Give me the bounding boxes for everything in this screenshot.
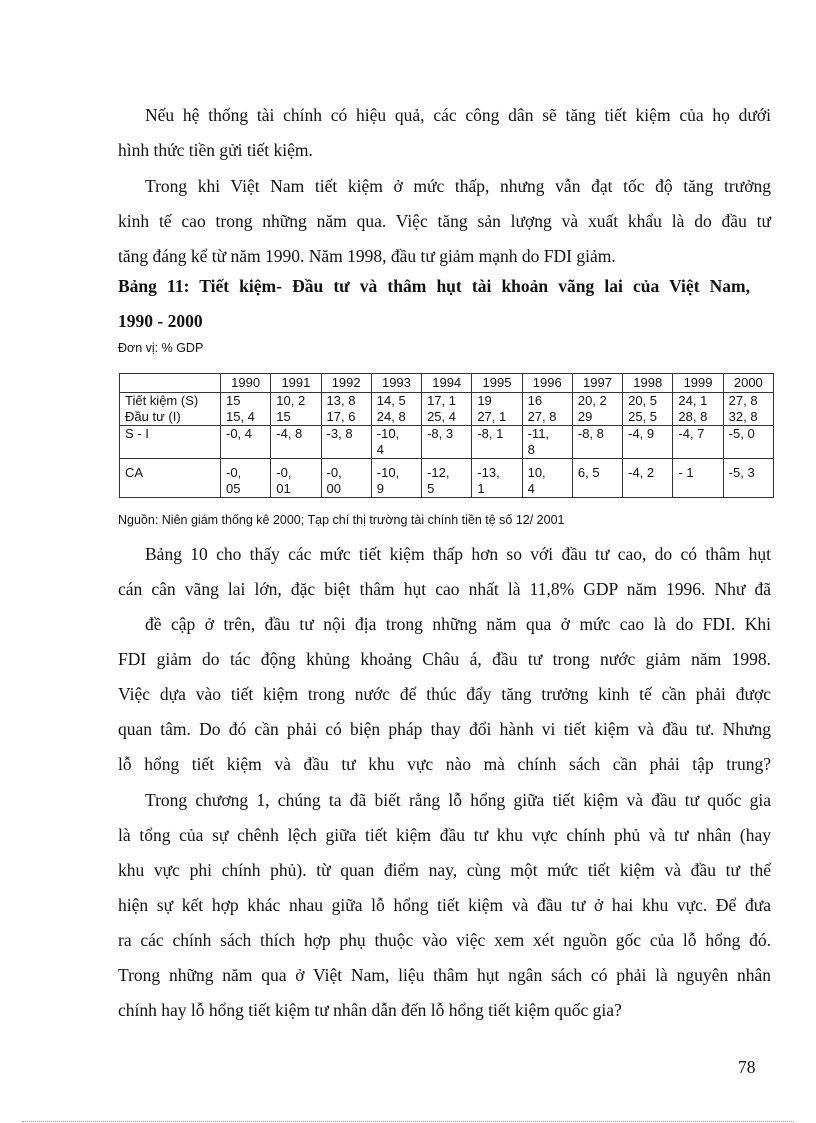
year-cell: 1994	[422, 374, 472, 393]
data-cell	[371, 459, 421, 498]
ca-value: - 1	[678, 465, 694, 480]
ca-value-cont: 4	[527, 481, 535, 496]
data-cell	[271, 426, 321, 459]
si-value-cont	[427, 442, 466, 458]
s-minus-i-row	[120, 426, 774, 459]
data-cell	[623, 459, 673, 498]
data-cell	[321, 459, 371, 498]
saving-value: 10, 2	[276, 393, 306, 408]
paragraph-4-line-7: chính hay lỗ hổng tiết kiệm tư nhân dẫn đến lỗ hổng tiết kiệm quốc gia?	[118, 1000, 622, 1020]
investment-value: 15	[276, 409, 291, 424]
investment-value: 29	[577, 409, 593, 424]
saving-label: Tiết kiệm (S)	[125, 393, 199, 408]
si-value: -0, 4	[226, 426, 253, 441]
saving-value: 13, 8	[326, 393, 356, 408]
unit-label: Đơn vị: % GDP	[118, 341, 204, 355]
data-cell	[321, 393, 371, 426]
year-cell: 1992	[321, 374, 371, 393]
data-cell	[271, 459, 321, 498]
data-cell	[723, 393, 773, 426]
ca-value-cont: 05	[226, 481, 241, 496]
saving-value: 19	[477, 393, 492, 408]
si-value-cont	[729, 442, 768, 458]
data-cell	[522, 459, 572, 498]
paragraph-4-line-2: là tổng của sự chênh lệch giữa tiết kiệm đầu tư khu vực chính phủ và tư nhân (hay	[118, 825, 771, 845]
ca-value: 6, 5	[577, 465, 600, 480]
paragraph-4-line-3: khu vực phi chính phủ). từ quan điểm nay, cùng một mức tiết kiệm và đầu tư thể	[118, 860, 771, 880]
si-value-cont	[477, 442, 516, 458]
investment-label: Đầu tư (I)	[125, 409, 181, 424]
data-cell	[522, 426, 572, 459]
data-cell	[321, 426, 371, 459]
page-number: 78	[738, 1057, 756, 1077]
ca-label: CA	[120, 459, 221, 498]
ca-value: -4, 2	[628, 465, 655, 480]
data-cell	[572, 459, 622, 498]
saving-value: 20, 5	[628, 393, 658, 408]
year-cell: 1997	[572, 374, 622, 393]
ca-row	[120, 459, 774, 498]
data-cell	[422, 459, 472, 498]
si-value: -10,	[376, 426, 400, 441]
ca-value: 10,	[527, 465, 546, 480]
paragraph-4-line-1: Trong chương 1, chúng ta đã biết rằng lỗ hổng giữa tiết kiệm và đầu tư quốc gia	[145, 790, 771, 810]
ca-value-cont: 00	[326, 481, 341, 496]
investment-value: 27, 1	[477, 409, 507, 424]
data-cell	[221, 426, 271, 459]
si-value: -11,	[527, 426, 550, 441]
data-cell	[673, 393, 723, 426]
saving-value: 14, 5	[376, 393, 406, 408]
saving-value: 24, 1	[678, 393, 708, 408]
paragraph-2-line-1: Trong khi Việt Nam tiết kiệm ở mức thấp, nhưng vẫn đạt tốc độ tăng trưởng	[145, 176, 771, 196]
table-caption-line-1: Bảng 11: Tiết kiệm- Đầu tư và thâm hụt tài khoản vãng lai của Việt Nam,	[118, 276, 750, 296]
data-cell	[723, 426, 773, 459]
ca-value: -10,	[376, 465, 400, 480]
saving-investment-row	[120, 393, 774, 426]
paragraph-4-line-6: Trong những năm qua ở Việt Nam, liệu thâm hụt ngân sách có phải là nguyên nhân	[118, 965, 771, 985]
saving-value: 15	[226, 393, 241, 408]
si-value-cont	[276, 442, 315, 458]
paragraph-4-line-4: hiện sự kết hợp khác nhau giữa lỗ hổng tiết kiệm và đầu tư ở hai khu vực. Để đưa	[118, 895, 771, 915]
saving-value: 27, 8	[728, 393, 758, 408]
si-value-cont	[628, 442, 667, 458]
data-cell	[673, 426, 723, 459]
saving-value: 20, 2	[577, 393, 607, 408]
data-cell	[371, 393, 421, 426]
ca-value: -5, 3	[728, 465, 755, 480]
data-cell	[422, 393, 472, 426]
paragraph-2-line-2: kinh tế cao trong những năm qua. Việc tăng sản lượng và xuất khẩu là do đầu tư	[118, 211, 771, 231]
paragraph-3-line-4: FDI giảm do tác động khủng khoảng Châu á, đầu tư trong nước giảm năm 1998.	[118, 649, 771, 669]
row-label-cell	[120, 393, 221, 426]
investment-value: 24, 8	[376, 409, 406, 424]
data-cell	[522, 393, 572, 426]
ca-value-cont	[578, 481, 617, 497]
table-source-note: Nguồn: Niên giám thống kê 2000; Tạp chí thị trường tài chính tiền tệ số 12/ 2001	[118, 513, 565, 527]
year-cell: 1998	[623, 374, 673, 393]
investment-value: 32, 8	[728, 409, 758, 424]
ca-value-cont: 1	[477, 481, 485, 496]
si-value-cont	[678, 442, 717, 458]
ca-value-cont: 01	[276, 481, 291, 496]
si-value-cont: 8	[527, 442, 535, 457]
si-value: -8, 3	[427, 426, 454, 441]
data-cell	[623, 426, 673, 459]
header-empty-cell	[120, 374, 221, 393]
data-cell	[623, 393, 673, 426]
si-value: -8, 8	[577, 426, 604, 441]
paragraph-3-line-2: cán cân vãng lai lớn, đặc biệt thâm hụt cao nhất là 11,8% GDP năm 1996. Như đã	[118, 579, 771, 599]
ca-value-cont	[729, 481, 768, 497]
paragraph-1-line-1: Nếu hệ thống tài chính có hiệu quả, các công dân sẽ tăng tiết kiệm của họ dưới	[145, 105, 771, 125]
ca-value: -12,	[427, 465, 450, 480]
ca-value: -0,	[226, 465, 242, 480]
si-value-cont	[327, 442, 366, 458]
page-bottom-divider	[22, 1121, 794, 1122]
saving-value: 16	[527, 393, 543, 408]
investment-value: 25, 5	[628, 409, 658, 424]
data-cell	[572, 426, 622, 459]
investment-value: 27, 8	[527, 409, 557, 424]
si-label: S - I	[120, 426, 221, 459]
data-cell	[472, 459, 522, 498]
ca-value-cont: 9	[376, 481, 385, 496]
si-value-cont	[226, 442, 265, 458]
savings-investment-table	[119, 373, 774, 498]
investment-value: 15, 4	[226, 409, 255, 424]
si-value: -3, 8	[326, 426, 353, 441]
ca-value-cont	[628, 481, 667, 497]
paragraph-3-line-5: Việc dựa vào tiết kiệm trong nước để thúc đẩy tăng trưởng kinh tế cần phải được	[118, 684, 771, 704]
data-cell	[371, 426, 421, 459]
ca-value: -0,	[326, 465, 342, 480]
investment-value: 28, 8	[678, 409, 708, 424]
si-value: -5, 0	[728, 426, 755, 441]
ca-value: -0,	[276, 465, 292, 480]
data-cell	[723, 459, 773, 498]
year-cell: 1996	[522, 374, 572, 393]
year-cell: 1991	[271, 374, 321, 393]
data-cell	[221, 393, 271, 426]
data-cell	[572, 393, 622, 426]
paragraph-4-line-5: ra các chính sách thích hợp phụ thuộc vào việc xem xét nguồn gốc của lỗ hổng đó.	[118, 930, 771, 950]
paragraph-2-line-3: tăng đáng kể từ năm 1990. Năm 1998, đầu tư giảm mạnh do FDI giảm.	[118, 246, 616, 266]
paragraph-3-line-6: quan tâm. Do đó cần phải có biện pháp thay đổi hành vi tiết kiệm và đầu tư. Nhưng	[118, 719, 771, 739]
investment-value: 17, 6	[326, 409, 356, 424]
ca-value-cont	[678, 481, 717, 497]
paragraph-3-line-3: đề cập ở trên, đầu tư nội địa trong những năm qua ở mức cao là do FDI. Khi	[145, 614, 771, 634]
si-value: -8, 1	[477, 426, 504, 441]
investment-value: 25, 4	[427, 409, 456, 424]
saving-value: 17, 1	[427, 393, 456, 408]
ca-value: -13,	[477, 465, 500, 480]
si-value: -4, 8	[276, 426, 303, 441]
year-header-row	[120, 374, 774, 393]
data-cell	[271, 393, 321, 426]
year-cell: 1995	[472, 374, 522, 393]
data-cell	[221, 459, 271, 498]
si-value: -4, 9	[628, 426, 655, 441]
ca-value-cont: 5	[427, 481, 435, 496]
si-value-cont	[578, 442, 617, 458]
year-cell: 2000	[723, 374, 773, 393]
data-cell	[673, 459, 723, 498]
paragraph-1-line-2: hình thức tiền gửi tiết kiệm.	[118, 140, 313, 160]
year-cell: 1993	[371, 374, 421, 393]
year-cell: 1990	[221, 374, 271, 393]
table-caption-line-2: 1990 - 2000	[118, 311, 203, 331]
paragraph-3-line-1: Bảng 10 cho thấy các mức tiết kiệm thấp hơn so với đầu tư cao, do có thâm hụt	[145, 544, 771, 564]
si-value: -4, 7	[678, 426, 705, 441]
year-cell: 1999	[673, 374, 723, 393]
si-value-cont: 4	[376, 442, 385, 457]
data-cell	[472, 393, 522, 426]
data-cell	[422, 426, 472, 459]
paragraph-3-line-7: lỗ hổng tiết kiệm và đầu tư khu vực nào mà chính sách cần phải tập trung?	[118, 754, 771, 774]
data-cell	[472, 426, 522, 459]
